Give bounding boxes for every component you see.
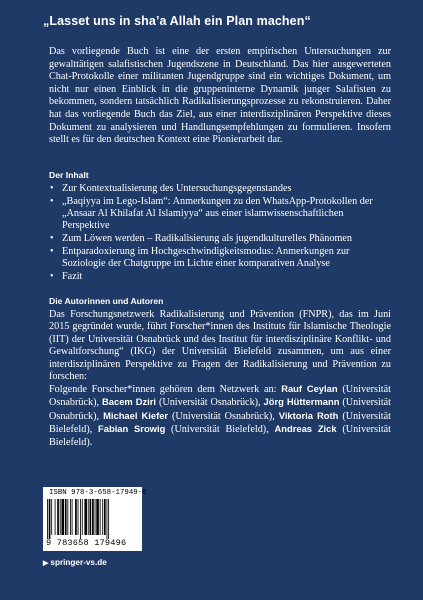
authors-heading: Die Autorinnen und Autoren [49,296,164,306]
bullet-icon: • [50,271,54,283]
member-name: Andreas Zick [274,423,337,435]
barcode-bar [100,499,101,535]
barcode-bar [60,499,61,535]
member-affiliation: (Universität Bielefeld), [49,410,391,436]
members-paragraph [49,383,391,449]
contents-item-text: „Baqiyya im Lego-Islam“: Anmerkungen zu den WhatsApp-Protokollen der „Ansaar Al Khilafat Al Islamiyya“ aus einer islamwissenschaftlichen Perspektive [62,195,373,232]
barcode-bar [108,499,109,539]
member-affiliation: (Universität Bielefeld). [49,424,392,448]
barcode-bar [61,499,64,535]
website-text: springer-vs.de [50,558,107,567]
contents-item [49,271,391,283]
member-name: Viktoria Roth [278,409,339,421]
barcode-bar [107,499,108,539]
inhalt-heading: Der Inhalt [49,170,89,180]
contents-item [49,246,391,271]
isbn-barcode [43,487,147,551]
member-name: Fabian Srowig [98,423,166,435]
members-intro: Folgende Forscher*innen gehören dem Netzwerk an: [49,384,282,395]
barcode-bar [88,499,89,535]
member-name: Michael Kiefer [103,409,169,421]
barcode-bar [90,499,92,535]
bullet-icon: • [50,245,54,257]
book-title: „Lasset uns in sha’a Allah ein Plan machen“ [43,14,311,28]
barcode-bar [92,499,94,535]
publisher-website[interactable] [43,558,107,567]
barcode-bar [78,499,79,535]
arrow-right-icon: ▶ [43,560,49,567]
member-affiliation: (Universität Osnabrück), [49,397,392,422]
contents-item-text: Zum Löwen werden – Radikalisierung als jugendkulturelles Phänomen [62,233,352,245]
barcode-bar [65,499,67,535]
member-affiliation: (Universität Bielefeld), [165,424,275,436]
contents-item [49,196,391,233]
contents-item-text: Fazit [62,271,83,283]
barcode-bar [72,499,73,535]
barcode-bar [70,499,71,535]
barcode-bar [55,499,56,535]
bullet-icon: • [50,183,54,194]
member-name: Bacem Dziri [102,396,157,408]
contents-item-text: Entparadoxierung im Hochgeschwindigkeitsmodus: Anmerkungen zur Soziologie der Chatgruppe im Lichte einer komparativen Analyse [62,245,350,270]
bullet-icon: • [50,233,54,245]
isbn-text: ISBN 978-3-658-17949-6 [49,489,147,497]
barcode-bar [51,499,52,535]
barcode-bar [47,499,48,539]
member-affiliation: (Universität Osnabrück), [49,384,391,409]
barcode-bar [67,499,68,535]
contents-list [49,183,391,284]
authors-paragraph: Das Forschungsnetzwerk Radikalisierung und Prävention (FNPR), das im Juni 2015 gegründet wurde, führt Forscher*innen des Instituts für Islamische Theologie (IIT) der Universität Osnabrück und des Institut für interdisziplinäre Konflikt- und Gewaltforschung“ (IKG) der Universität Bielefeld zusammen, um aus einer interdisziplinären Perspektive zu Fragen der Radikalisierung und Prävention zu forschen: [49,309,391,383]
barcode-bar [57,499,59,535]
barcode-bar [104,499,106,535]
barcode-bar [102,499,103,535]
barcode-bar [75,499,77,535]
barcode-bars-icon [47,499,138,539]
contents-item-text: Zur Kontextualisierung des Untersuchungsgegenstandes [62,183,292,194]
contents-item [49,183,391,195]
member-name: Rauf Ceylan [281,383,338,394]
barcode-digits: 9 783658 179496 [46,538,127,548]
barcode-bar [80,499,81,539]
barcode-bar [96,499,99,535]
bullet-icon: • [50,195,54,207]
barcode-bar [84,499,87,535]
barcode-bar [49,499,51,539]
member-affiliation: (Universität Osnabrück), [156,397,264,409]
barcode-bar [82,499,83,535]
member-affiliation: (Universität Osnabrück), [168,410,279,422]
contents-item [49,233,391,245]
intro-paragraph: Das vorliegende Buch ist eine der ersten empirischen Untersuchungen zur gewalttätigen salafistischen Jugendszene in Deutschland. Das hier ausgewerteten Chat-Protokolle einer militanten Jugendgruppe sind ein wichtiges Dokument, um nicht nur einen Einblick in die gruppeninterne Dynamik junger Salafisten zu bekommen, sondern tatsächlich Radikalisierungsprozesse zu rekonstruieren. Daher hat das vorliegende Buch das Ziel, aus einer interdisziplinären Perspektive dieses Dokument zu analysieren und Handlungsempfehlungen zu formulieren. Insofern stellt es für den deutschen Kontext eine Pionierarbeit dar. [49,46,391,146]
barcode-bar [95,499,96,535]
member-name: Jörg Hüttermann [263,396,340,408]
